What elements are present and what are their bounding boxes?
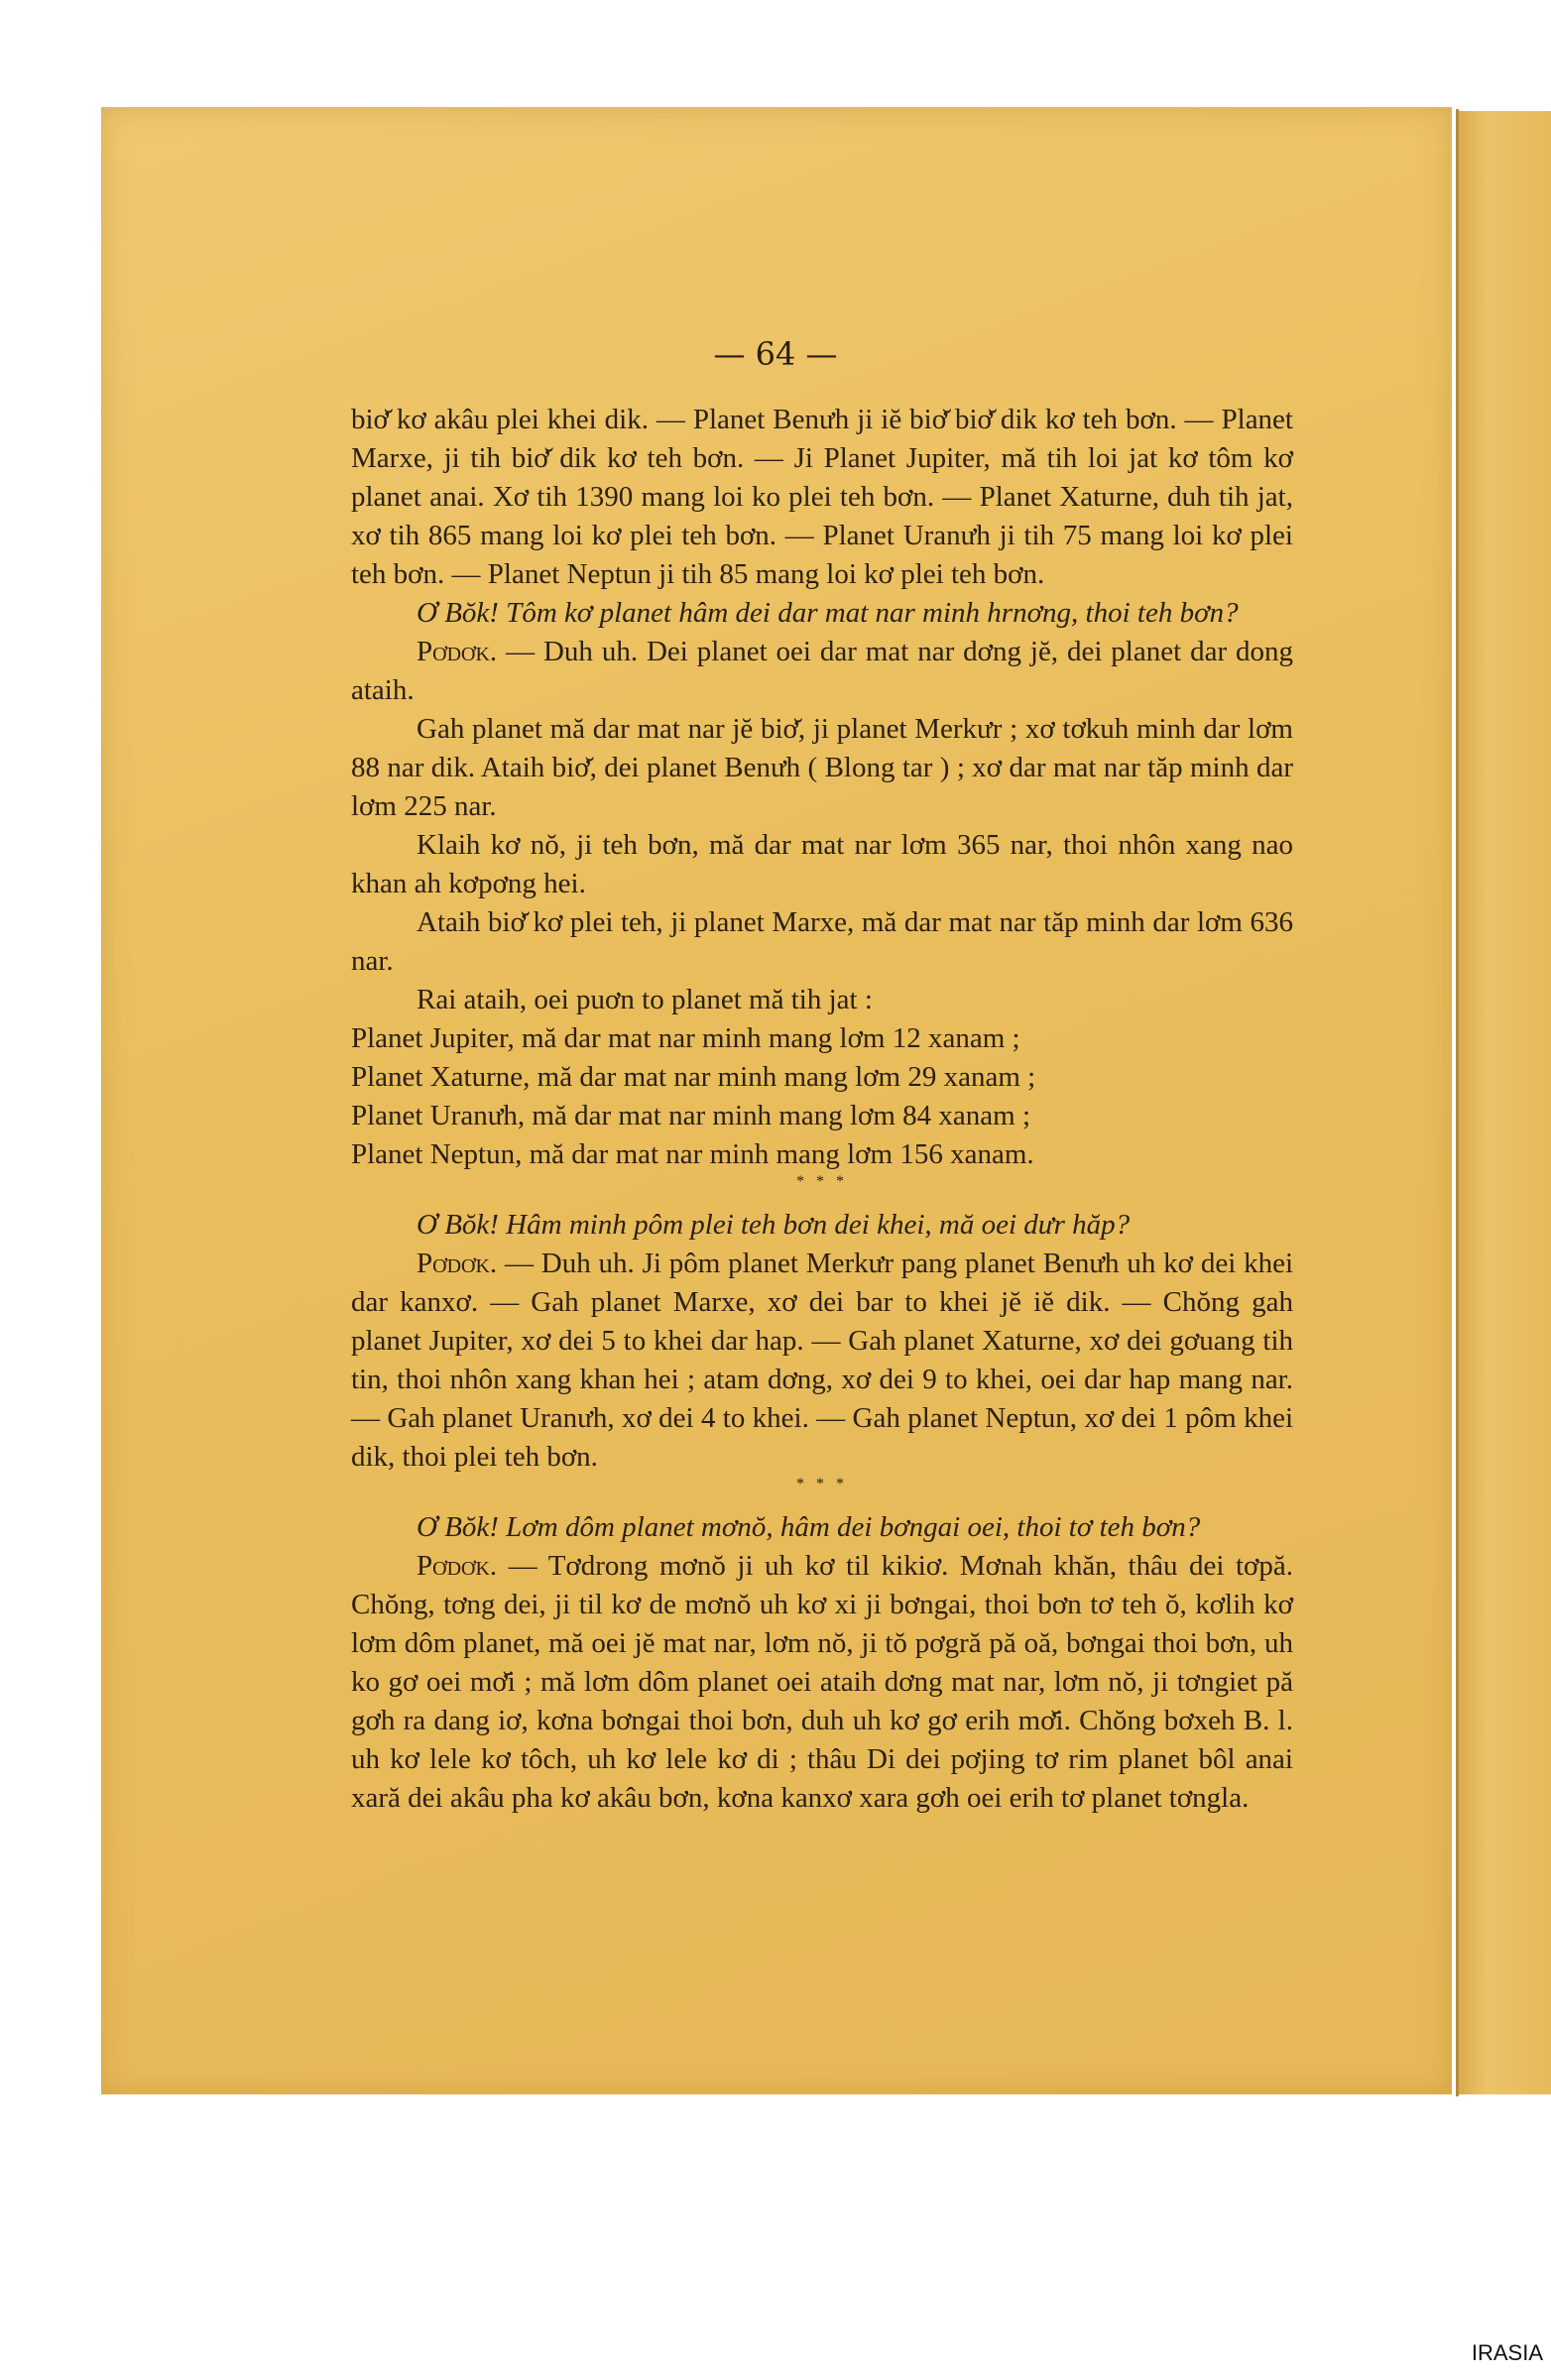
list-item: Planet Jupiter, mă dar mat nar minh mang lơm 12 xanam ; [351,1022,1020,1054]
paragraph-earth: Klaih kơ nŏ, ji teh bơn, mă dar mat nar lơm 365 nar, thoi nhôn xang nao khan ah kơpơng hei. [351,829,1293,899]
answer-text: — Duh uh. Ji pôm planet Merkưr pang planet Benưh uh kơ dei khei dar kanxơ. — Gah planet Marxe, xơ dei bar to khei jĕ iĕ dik. — Chŏng gah planet Jupiter, xơ dei 5 to khei dar hap. — Gah planet Xaturne, xơ dei gơuang tih tin, thoi nhôn xang khan hei ; atam dơng, xơ dei 9 to khei, oei dar hap mang nar. — Gah planet Uranưh, xơ dei 4 to khei. — Gah planet Neptun, xơ dei 1 pôm khei dik, thoi plei teh bơn. [351,1248,1293,1473]
section-divider: * * * [796,1173,848,1190]
paragraph-inner-planets: Gah planet mă dar mat nar jĕ biơ̆, ji planet Merkưr ; xơ tơkuh minh dar lơm 88 nar dik. Ataih biơ̆, dei planet Benưh ( Blong tar ) ; xơ dar mat nar tăp minh dar lơm 225 nar. [351,713,1293,822]
list-item: Planet Uranưh, mă dar mat nar minh mang lơm 84 xanam ; [351,1100,1030,1131]
question-life: Ơ Bŏk! Lơm dôm planet mơnŏ, hâm dei bơngai oei, thoi tơ teh bơn? [417,1511,1201,1543]
answer-label: Pơdơk. [417,1550,498,1582]
paragraph-outer-intro: Rai ataih, oei puơn to planet mă tih jat : [417,984,873,1015]
answer-text: — Duh uh. Dei planet oei dar mat nar dơng jĕ, dei planet dar dong ataih. [351,636,1294,706]
answer-orbit [351,633,1293,710]
answer-moons [351,1245,1293,1477]
page-body [351,401,1293,1818]
paragraph-planet-sizes: biơ̆ kơ akâu plei khei dik. — Planet Benưh ji iĕ biơ̆ biơ̆ dik kơ teh bơn. — Planet Marxe, ji tih biơ̆ dik kơ teh bơn. — Ji Planet Jupiter, mă tih loi jat kơ tôm kơ planet anai. Xơ tih 1390 mang loi ko plei teh bơn. — Planet Xaturne, duh tih jat, xơ tih 865 mang loi kơ plei teh bơn. — Planet Uranưh ji tih 75 mang loi kơ plei teh bơn. — Planet Neptun ji tih 85 mang loi kơ plei teh bơn. [351,404,1293,590]
answer-label: Pơdơk. [417,1248,498,1279]
answer-label: Pơdơk. [417,636,498,667]
question-moons: Ơ Bŏk! Hâm minh pôm plei teh bơn dei khei, mă oei dưr hăp? [417,1209,1131,1241]
section-divider: * * * [796,1476,848,1492]
list-item: Planet Xaturne, mă dar mat nar minh mang lơm 29 xanam ; [351,1061,1036,1093]
gutter-line [1456,109,1459,2096]
answer-text: — Tơdrong mơnŏ ji uh kơ til kikiơ. Mơnah khăn, thâu dei tơpă. Chŏng, tơng dei, ji til kơ de mơnŏ uh kơ xi ji bơngai, thoi bơn tơ teh ŏ, kơlih kơ lơm dôm planet, mă oei jĕ mat nar, lơm nŏ, ji tŏ pơgră pă oă, bơngai thoi bơn, uh ko gơ oei mơ̆i ; mă lơm dôm planet oei ataih dơng mat nar, lơm nŏ, ji tơngiet pă gơh ra dang iơ, kơna bơngai thoi bơn, duh uh kơ gơ erih mơ̆i. Chŏng bơxeh B. l. uh kơ lele kơ tôch, uh kơ lele kơ di ; thâu Di dei pơjing tơ rim planet bôl anai xară dei akâu pha kơ akâu bơn, kơna kanxơ xara gơh oei erih tơ planet tơngla. [351,1550,1294,1814]
outer-planet-list [351,1019,1293,1174]
paragraph-mars: Ataih biơ̆ kơ plei teh, ji planet Marxe, mă dar mat nar tăp minh dar lơm 636 nar. [351,906,1293,977]
source-credit: IRASIA [1471,2340,1543,2365]
question-orbit: Ơ Bŏk! Tôm kơ planet hâm dei dar mat nar minh hrnơng, thoi teh bơn? [417,597,1239,629]
page-fold [1458,111,1551,2094]
answer-life [351,1547,1293,1818]
list-item: Planet Neptun, mă dar mat nar minh mang lơm 156 xanam. [351,1138,1034,1170]
page-number: — 64 — [713,335,838,373]
